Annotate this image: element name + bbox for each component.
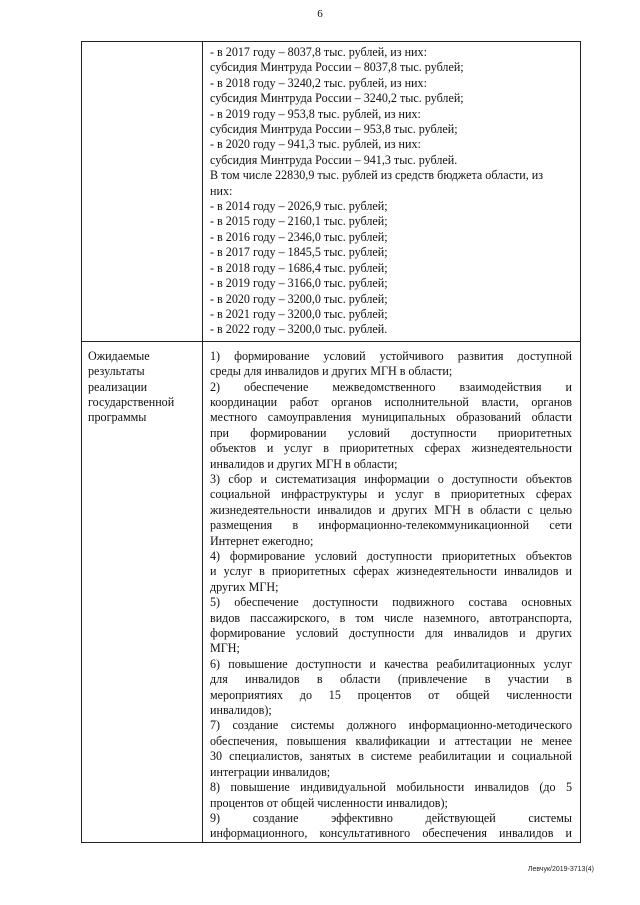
text-line: обеспечения, повышения квалификации и аттестации не менее (210, 733, 572, 748)
text-line: Интернет ежегодно; (210, 533, 314, 548)
text-line: - в 2017 году – 8037,8 тыс. рублей, из них: (210, 45, 427, 59)
text-line: 3) сбор и систематизация информации о доступности объектов (210, 471, 572, 486)
text-line: - в 2020 году – 3200,0 тыс. рублей; (210, 291, 388, 306)
funding-content-cell (203, 42, 581, 342)
text-line: формирование условий доступности для инвалидов и других (210, 626, 572, 641)
text-line: интеграции инвалидов; (210, 764, 331, 779)
text-line: инвалидов); (210, 703, 272, 718)
text-line: среды для инвалидов и других МГН в области; (210, 364, 453, 379)
row-label-cell (82, 341, 203, 842)
document-reference-footer: Левчук/2019-3713(4) (527, 866, 594, 873)
text-line: - в 2019 году – 953,8 тыс. рублей, из них: (210, 106, 421, 121)
table-row-expected-results (82, 341, 581, 842)
row-label-cell (82, 42, 203, 342)
text-line: информационного, консультативного обеспечения инвалидов и (210, 826, 572, 841)
text-line: Ожидаемые (88, 348, 150, 363)
text-line: размещения в информационно-телекоммуникационной сети (210, 518, 572, 533)
text-line: 8) повышение индивидуальной мобильности инвалидов (до 5 (210, 780, 572, 795)
text-line: МГН; (210, 641, 240, 656)
text-line: 30 специалистов, занятых в системе реабилитации и социальной (210, 749, 572, 764)
text-line: - в 2021 году – 3200,0 тыс. рублей; (210, 306, 388, 321)
text-line: социальной инфраструктуры и услуг в приоритетных сферах (210, 487, 572, 502)
text-line: результаты (88, 364, 145, 379)
text-line: - в 2020 году – 941,3 тыс. рублей, из них: (210, 137, 421, 152)
text-line: - в 2018 году – 3240,2 тыс. рублей, из них: (210, 75, 427, 90)
text-line: видов пассажирского, в том числе наземного, автотранспорта, (210, 610, 572, 625)
page-number: 6 (317, 8, 323, 20)
text-line: местного самоуправления муниципальных образований области (210, 410, 572, 425)
text-line: 1) формирование условий устойчивого развития доступной (210, 348, 572, 363)
text-line: субсидия Минтруда России – 8037,8 тыс. рублей; (210, 60, 464, 75)
text-line: жизнедеятельности инвалидов и других МГН в области с целью (210, 502, 572, 517)
text-line: инвалидов и других МГН в области; (210, 456, 398, 471)
text-line: субсидия Минтруда России – 3240,2 тыс. рублей; (210, 91, 464, 106)
text-line: государственной (88, 394, 175, 409)
text-line: 6) повышение доступности и качества реабилитационных услуг (210, 656, 572, 671)
text-line: - в 2019 году – 3166,0 тыс. рублей; (210, 276, 388, 291)
text-line: 5) обеспечение доступности подвижного состава основных (210, 595, 572, 610)
text-line: координации работ органов исполнительной власти, органов (210, 394, 572, 409)
text-line: при формировании условий доступности приоритетных (210, 425, 572, 440)
text-line: 9) создание эффективно действующей системы (210, 810, 572, 825)
text-line: - в 2014 году – 2026,9 тыс. рублей; (210, 199, 388, 214)
text-line: программы (88, 410, 147, 425)
program-passport-table (81, 41, 581, 843)
text-line: процентов от общей численности инвалидов); (210, 795, 448, 810)
text-line: В том числе 22830,9 тыс. рублей из средств бюджета области, из (210, 168, 544, 183)
text-line: - в 2022 году – 3200,0 тыс. рублей. (210, 322, 388, 337)
text-line: реализации (88, 379, 148, 394)
text-line: для инвалидов в области (привлечение в участии в (210, 672, 572, 687)
text-line: субсидия Минтруда России – 953,8 тыс. рублей; (210, 122, 458, 137)
text-line: них: (210, 183, 233, 198)
text-line: объектов и услуг в приоритетных сферах жизнедеятельности (210, 441, 572, 456)
text-line: и услуг в приоритетных сферах жизнедеятельности инвалидов и (210, 564, 572, 579)
text-line: 2) обеспечение межведомственного взаимодействия и (210, 379, 572, 394)
text-line: других МГН; (210, 579, 279, 594)
table-row-funding (82, 42, 581, 342)
text-line: - в 2016 году – 2346,0 тыс. рублей; (210, 229, 388, 244)
expected-results-content-cell (203, 341, 581, 842)
text-line: - в 2017 году – 1845,5 тыс. рублей; (210, 245, 388, 260)
text-line: 7) создание системы должного информационно-методического (210, 718, 572, 733)
text-line: - в 2018 году – 1686,4 тыс. рублей; (210, 260, 388, 275)
text-line: - в 2015 году – 2160,1 тыс. рублей; (210, 214, 388, 229)
text-line: мероприятиях до 15 процентов от общей численности (210, 687, 572, 702)
text-line: 4) формирование условий доступности приоритетных объектов (210, 549, 572, 563)
text-line: субсидия Минтруда России – 941,3 тыс. рублей. (210, 152, 458, 167)
